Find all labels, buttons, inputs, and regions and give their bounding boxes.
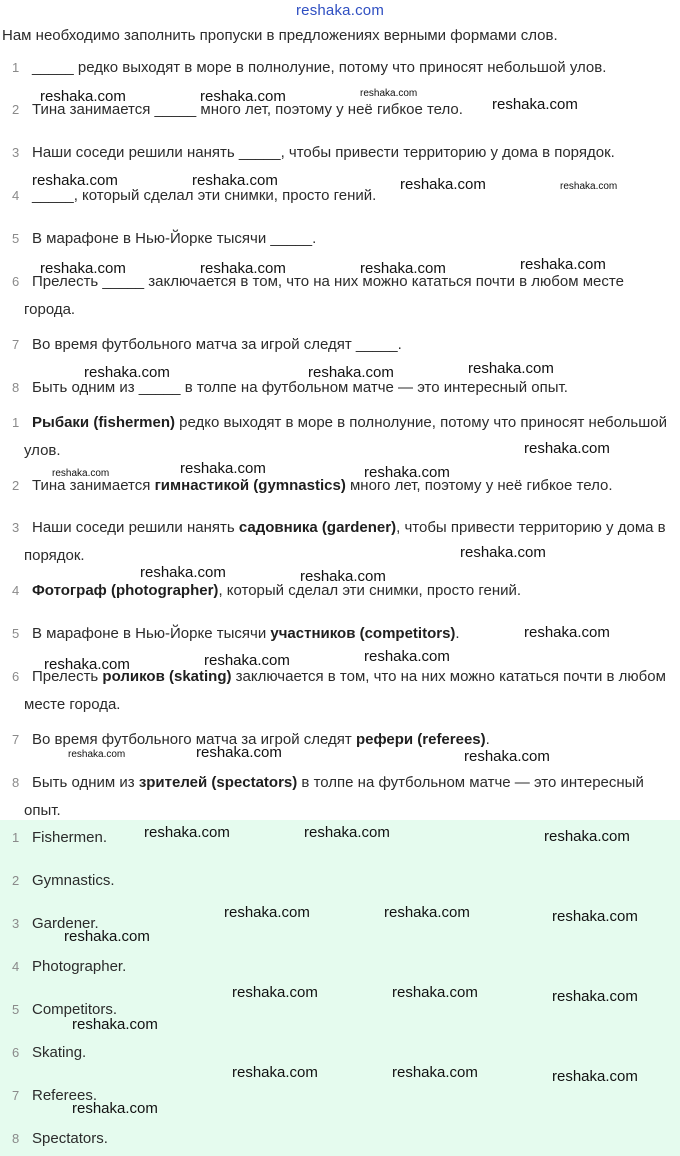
answer-text: Fishermen.	[32, 829, 108, 846]
watermark: reshaka.com	[460, 544, 546, 561]
watermark: reshaka.com	[200, 260, 286, 277]
watermark: reshaka.com	[40, 260, 126, 277]
watermark: reshaka.com	[52, 468, 110, 479]
watermark: reshaka.com	[72, 1100, 158, 1117]
solution-text: В марафоне в Нью-Йорке тысячи участников (competitors).	[32, 625, 460, 642]
item-number: 8	[12, 1131, 20, 1146]
exercise-item	[0, 225, 672, 253]
solution-text: Рыбаки (fishermen) редко выходят в море в полнолуние, потому что приносят небольшой улов.	[24, 414, 667, 459]
answer-word: садовника (gardener)	[238, 519, 397, 536]
watermark: reshaka.com	[224, 904, 310, 921]
exercise-text: Тина занимается _____ много лет, поэтому у неё гибкое тело.	[32, 101, 463, 118]
answer-word: рефери (referees)	[355, 731, 486, 748]
item-number: 5	[12, 1002, 20, 1017]
watermark: reshaka.com	[364, 648, 450, 665]
answer-item	[0, 1125, 672, 1153]
exercise-item	[0, 139, 672, 167]
answer-text: Competitors.	[32, 1001, 118, 1018]
item-number: 1	[12, 60, 20, 75]
answer-word: зрителей (spectators)	[138, 774, 298, 791]
site-logo[interactable]: reshaka.com	[295, 2, 385, 19]
item-number: 8	[12, 775, 20, 790]
item-number: 7	[12, 1088, 20, 1103]
watermark: reshaka.com	[468, 360, 554, 377]
solution-item	[0, 769, 672, 825]
item-number: 7	[12, 732, 20, 747]
item-number: 2	[12, 873, 20, 888]
item-number: 3	[12, 520, 20, 535]
watermark: reshaka.com	[68, 749, 126, 760]
watermark: reshaka.com	[364, 464, 450, 481]
answer-item	[0, 953, 672, 981]
watermark: reshaka.com	[360, 88, 418, 99]
answer-word: Рыбаки (fishermen)	[32, 414, 175, 431]
watermark: reshaka.com	[384, 904, 470, 921]
solution-text: Наши соседи решили нанять садовника (gardener), чтобы привести территорию у дома в порядок.	[24, 519, 666, 564]
exercise-item	[0, 54, 672, 82]
task-instruction: Нам необходимо заполнить пропуски в предложениях верными формами слов.	[2, 27, 558, 44]
watermark: reshaka.com	[72, 1016, 158, 1033]
watermark: reshaka.com	[232, 1064, 318, 1081]
watermark: reshaka.com	[552, 908, 638, 925]
exercise-text: _____ редко выходят в море в полнолуние, потому что приносят небольшой улов.	[32, 59, 607, 76]
solution-text: Быть одним из зрителей (spectators) в толпе на футбольном матче — это интересный опыт.	[24, 774, 644, 819]
item-number: 1	[12, 415, 20, 430]
item-number: 8	[12, 380, 20, 395]
watermark: reshaka.com	[560, 181, 618, 192]
item-number: 4	[12, 959, 20, 974]
watermark: reshaka.com	[360, 260, 446, 277]
watermark: reshaka.com	[64, 928, 150, 945]
watermark: reshaka.com	[308, 364, 394, 381]
watermark: reshaka.com	[204, 652, 290, 669]
watermark: reshaka.com	[552, 1068, 638, 1085]
watermark: reshaka.com	[300, 568, 386, 585]
watermark: reshaka.com	[192, 172, 278, 189]
watermark: reshaka.com	[544, 828, 630, 845]
watermark: reshaka.com	[524, 624, 610, 641]
watermark: reshaka.com	[40, 88, 126, 105]
watermark: reshaka.com	[200, 88, 286, 105]
answer-text: Spectators.	[32, 1130, 108, 1147]
answer-item	[0, 1039, 672, 1067]
watermark: reshaka.com	[464, 748, 550, 765]
item-number: 7	[12, 337, 20, 352]
item-number: 4	[12, 188, 20, 203]
watermark: reshaka.com	[232, 984, 318, 1001]
item-number: 5	[12, 231, 20, 246]
watermark: reshaka.com	[140, 564, 226, 581]
exercise-text: В марафоне в Нью-Йорке тысячи _____.	[32, 230, 317, 247]
item-number: 3	[12, 916, 20, 931]
watermark: reshaka.com	[304, 824, 390, 841]
exercise-text: Во время футбольного матча за игрой следят _____.	[32, 336, 402, 353]
watermark: reshaka.com	[44, 656, 130, 673]
item-number: 1	[12, 830, 20, 845]
solution-text: Фотограф (photographer), который сделал эти снимки, просто гений.	[32, 582, 522, 599]
watermark: reshaka.com	[32, 172, 118, 189]
answer-item	[0, 867, 672, 895]
exercise-text: Прелесть _____ заключается в том, что на них можно кататься почти в любом месте города.	[24, 273, 624, 318]
exercise-text: Наши соседи решили нанять _____, чтобы привести территорию у дома в порядок.	[32, 144, 615, 161]
item-number: 5	[12, 626, 20, 641]
watermark: reshaka.com	[392, 984, 478, 1001]
watermark: reshaka.com	[84, 364, 170, 381]
item-number: 3	[12, 145, 20, 160]
item-number: 4	[12, 583, 20, 598]
watermark: reshaka.com	[196, 744, 282, 761]
watermark: reshaka.com	[392, 1064, 478, 1081]
solution-text: Во время футбольного матча за игрой следят рефери (referees).	[32, 731, 490, 748]
watermark: reshaka.com	[524, 440, 610, 457]
answer-text: Skating.	[32, 1044, 87, 1061]
solution-text: Тина занимается гимнастикой (gymnastics) много лет, поэтому у неё гибкое тело.	[32, 477, 613, 494]
exercise-item	[0, 331, 672, 359]
item-number: 6	[12, 274, 20, 289]
answer-text: Gymnastics.	[32, 872, 115, 889]
solution-item	[0, 514, 672, 570]
answer-text: Referees.	[32, 1087, 98, 1104]
watermark: reshaka.com	[520, 256, 606, 273]
answer-text: Gardener.	[32, 915, 99, 932]
item-number: 2	[12, 102, 20, 117]
watermark: reshaka.com	[552, 988, 638, 1005]
item-number: 6	[12, 1045, 20, 1060]
answer-word: роликов (skating)	[102, 668, 232, 685]
answer-word: гимнастикой (gymnastics)	[154, 477, 346, 494]
watermark: reshaka.com	[144, 824, 230, 841]
answer-text: Photographer.	[32, 958, 127, 975]
exercise-text: Быть одним из _____ в толпе на футбольном матче — это интересный опыт.	[32, 379, 568, 396]
item-number: 6	[12, 669, 20, 684]
watermark: reshaka.com	[180, 460, 266, 477]
watermark: reshaka.com	[400, 176, 486, 193]
watermark: reshaka.com	[492, 96, 578, 113]
answer-word: участников (competitors)	[270, 625, 456, 642]
answer-word: Фотограф (photographer)	[32, 582, 219, 599]
solution-text: Прелесть роликов (skating) заключается в том, что на них можно кататься почти в любом месте города.	[24, 668, 666, 713]
item-number: 2	[12, 478, 20, 493]
exercise-text: _____, который сделал эти снимки, просто гений.	[32, 187, 377, 204]
